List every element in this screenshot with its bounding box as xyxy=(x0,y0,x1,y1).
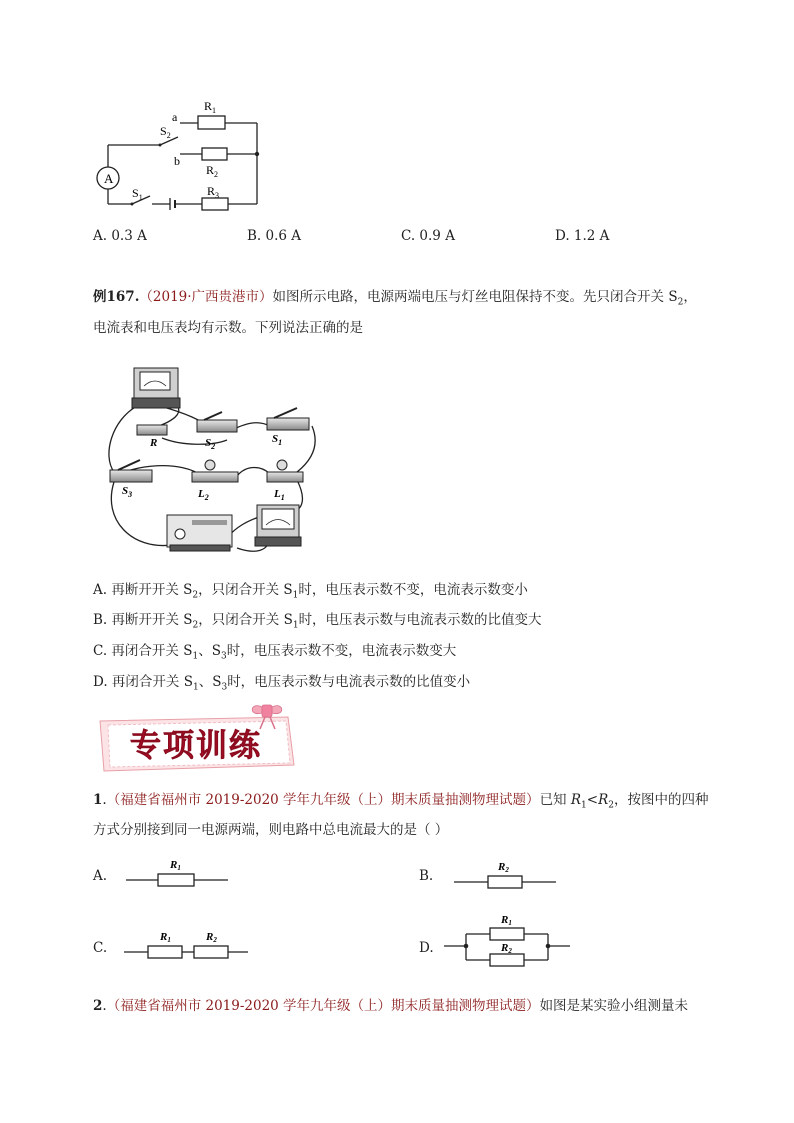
opt-a-post: 时，电压表示数不变，电流表示数变小 xyxy=(298,582,528,598)
example-option-c[interactable] xyxy=(93,641,456,667)
q1-b-r-label: R2 xyxy=(498,861,509,874)
q2-line-1 xyxy=(93,996,688,1016)
q1-number: 1 xyxy=(93,792,103,808)
label-s2: $S_2$ xyxy=(160,124,171,140)
opt-d-sub2: 3 xyxy=(221,682,228,693)
label-s3: $S_3$ xyxy=(122,485,133,499)
q1-d-r1-label: R1 xyxy=(501,914,512,927)
circuit-photo-167 xyxy=(92,360,317,560)
q1-c-r2-label: R2 xyxy=(206,931,217,944)
opt-a-sub1: 2 xyxy=(192,590,199,601)
example-option-b[interactable] xyxy=(93,610,542,636)
label-r3: $R_3$ xyxy=(207,184,220,200)
q1-source: （福建省福州市 2019-2020 学年九年级（上）期末质量抽测物理试题） xyxy=(106,792,540,808)
opt-b-mid: ，只闭合开关 S xyxy=(198,612,293,628)
q1-a-r-label: R1 xyxy=(170,859,181,872)
example-167-line-2: 电流表和电压表均有示数。下列说法正确的是 xyxy=(93,320,363,336)
example-option-a[interactable] xyxy=(93,580,528,606)
q2-text: 如图是某实验小组测量未 xyxy=(539,998,689,1014)
q1-option-b-label[interactable]: B. xyxy=(419,868,434,884)
banner-title: 专项训练 xyxy=(130,728,262,764)
q1-option-d-label[interactable]: D. xyxy=(419,940,434,956)
label-l2: $L_2$ xyxy=(198,488,209,502)
option-b[interactable]: B. 0.6 A xyxy=(247,228,302,244)
example-text-1: 如图所示电路，电源两端电压与灯丝电阻保持不变。先只闭合开关 S xyxy=(272,289,678,305)
opt-c-mid: 、S xyxy=(198,643,221,659)
opt-c-post: 时，电压表示数不变，电流表示数变大 xyxy=(226,643,457,659)
q1-r2-sub: 2 xyxy=(608,800,614,811)
q1-text-1b: ，按图中的四种 xyxy=(613,792,709,808)
opt-d-mid: 、S xyxy=(198,674,222,690)
q1-c-r1-label: R1 xyxy=(160,931,171,944)
example-option-d[interactable] xyxy=(93,672,470,698)
example-text-1-sub: 2 xyxy=(677,297,684,308)
example-text-1-end: ， xyxy=(683,289,697,305)
q1-r1-sub: 1 xyxy=(581,800,587,811)
opt-b-pre: B. 再断开开关 S xyxy=(93,612,193,628)
circuit-diagram-1 xyxy=(90,95,280,220)
q1-d-r2-label: R2 xyxy=(501,942,512,955)
q1-line-2: 方式分别接到同一电源两端，则电路中总电流最大的是（ ） xyxy=(93,822,449,838)
opt-a-sub2: 1 xyxy=(292,590,299,601)
q1-option-d-diagram[interactable] xyxy=(440,910,575,974)
opt-c-pre: C. 再闭合开关 S xyxy=(93,643,193,659)
q1-option-a-diagram[interactable] xyxy=(122,856,232,890)
q1-text-1a: 已知 xyxy=(539,792,571,808)
ammeter-label: A xyxy=(104,171,114,186)
opt-d-post: 时，电压表示数与电流表示数的比值变小 xyxy=(227,674,471,690)
q1-r2: R xyxy=(598,792,609,808)
example-167-line-1 xyxy=(93,287,697,313)
opt-b-post: 时，电压表示数与电流表示数的比值变大 xyxy=(298,612,542,628)
label-s2: $S_2$ xyxy=(205,437,216,451)
q2-source: （福建省福州市 2019-2020 学年九年级（上）期末质量抽测物理试题） xyxy=(106,998,540,1014)
opt-a-mid: ，只闭合开关 S xyxy=(198,582,293,598)
label-b: b xyxy=(174,154,180,168)
label-a: a xyxy=(172,110,178,124)
q1-option-c-label[interactable]: C. xyxy=(93,940,108,956)
q1-dot: . xyxy=(102,792,107,808)
opt-a-pre: A. 再断开开关 S xyxy=(93,582,193,598)
q1-option-a-label[interactable]: A. xyxy=(93,868,108,884)
example-source: （2019·广西贵港市） xyxy=(139,289,273,305)
q1-option-c-diagram[interactable] xyxy=(122,928,252,962)
label-l1: $L_1$ xyxy=(274,488,285,502)
q1-line-1 xyxy=(93,790,708,816)
opt-c-sub2: 3 xyxy=(220,651,227,662)
opt-d-pre: D. 再闭合开关 S xyxy=(93,674,193,690)
q1-option-b-diagram[interactable] xyxy=(450,858,560,892)
label-r2: $R_2$ xyxy=(206,163,219,179)
section-banner xyxy=(90,703,305,778)
q2-number: 2 xyxy=(93,998,103,1014)
label-s1: $S_1$ xyxy=(272,433,283,447)
opt-d-sub1: 1 xyxy=(192,682,199,693)
opt-b-sub1: 2 xyxy=(192,620,199,631)
label-s1: $S_1$ xyxy=(132,186,143,202)
q2-dot: . xyxy=(102,998,107,1014)
q1-lt: < xyxy=(586,792,599,808)
q1-r1: R xyxy=(570,792,582,808)
opt-c-sub1: 1 xyxy=(192,651,199,662)
label-r1: $R_1$ xyxy=(204,99,217,115)
example-dot: . xyxy=(134,289,140,305)
opt-b-sub2: 1 xyxy=(292,620,299,631)
label-r: R xyxy=(150,437,158,449)
option-c[interactable]: C. 0.9 A xyxy=(401,228,455,244)
option-a[interactable]: A. 0.3 A xyxy=(93,228,147,244)
option-d[interactable]: D. 1.2 A xyxy=(555,228,610,244)
example-number: 例167 xyxy=(93,289,135,305)
